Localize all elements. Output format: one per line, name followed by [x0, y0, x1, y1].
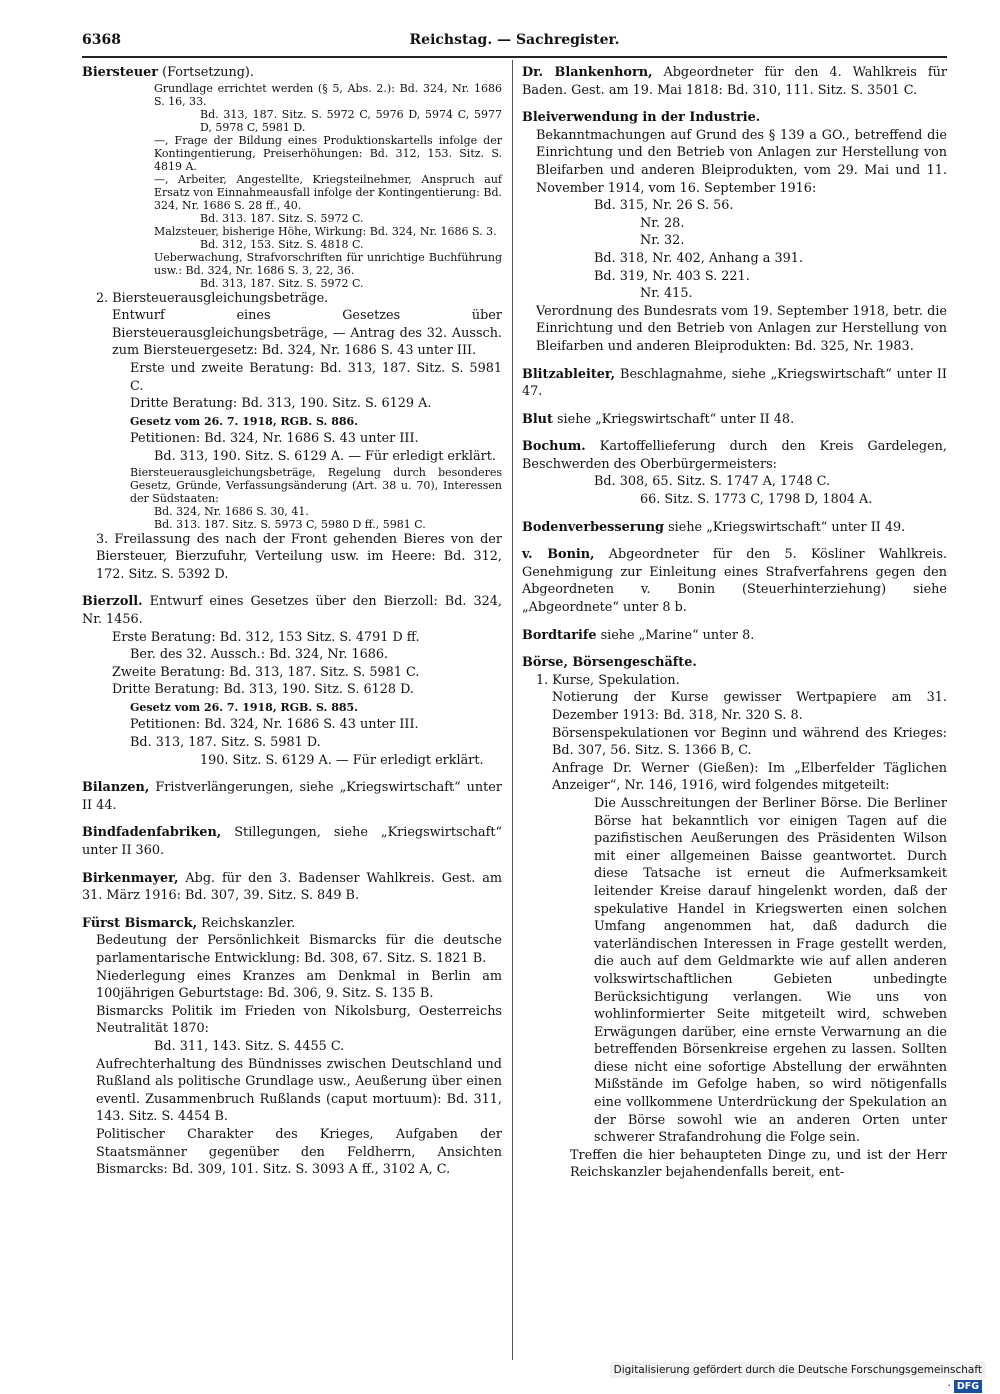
entry-bindfadenfabriken [82, 824, 502, 859]
list-item: Ueberwachung, Strafvorschriften für unrichtige Buchführung usw.: Bd. 324, Nr. 1686 S. 3, 22, 36. [154, 250, 502, 277]
entry-text: Beschlagnahme, siehe „Kriegswirtschaft“ unter II 47. [522, 366, 947, 400]
list-item: Bd. 318, Nr. 402, Anhang a 391. [594, 250, 803, 266]
entry-blut [522, 411, 947, 429]
list-item: Aufrechterhaltung des Bündnisses zwischen Deutschland und Rußland als politische Grundlage usw., Aeußerung über einen eventl. Zusammenbruch Rußlands (caput mortuum): Bd. 311, 143. Sitz. S. 4454 B. [96, 1056, 502, 1125]
list-item: Bd. 313, 187. Sitz. S. 5972 C. [200, 276, 364, 290]
list-item: Treffen die hier behaupteten Dinge zu, und ist der Herr Reichskanzler bejahendenfalls bereit, ent- [570, 1147, 947, 1181]
law-reference: Gesetz vom 26. 7. 1918, RGB. S. 886. [130, 414, 358, 428]
list-item: Niederlegung eines Kranzes am Denkmal in Berlin am 100jährigen Geburtstage: Bd. 306, 9. Sitz. S. 135 B. [96, 968, 502, 1002]
entry-blitzableiter [522, 366, 947, 401]
entry-term: Biersteuer [82, 65, 159, 80]
list-item: Nr. 28. [640, 215, 685, 231]
entry-birkenmayer [82, 870, 502, 905]
entry-boerse [522, 654, 947, 1182]
entry-term: Birkenmayer, [82, 870, 179, 886]
list-item: Erste Beratung: Bd. 312, 153 Sitz. S. 4791 D ff. [112, 629, 420, 645]
entry-text: siehe „Marine“ unter 8. [596, 627, 755, 643]
list-item: Bd. 324, Nr. 1686 S. 30, 41. [154, 504, 309, 518]
entry-term: Börse, Börsengeschäfte. [522, 655, 697, 671]
list-item: Bismarcks Politik im Frieden von Nikolsburg, Oesterreichs Neutralität 1870: [96, 1003, 502, 1037]
entry-text: Kartoffellieferung durch den Kreis Gardelegen, Beschwerden des Oberbürgermeisters: [522, 439, 947, 472]
entry-term: Bordtarife [522, 627, 597, 643]
entry-bierzoll [82, 593, 502, 769]
list-item: —, Frage der Bildung eines Produktionskartells infolge der Kontingentierung, Preiserhöhungen: Bd. 312, 153. Sitz. S. 4819 A. [154, 133, 502, 173]
list-item: Entwurf eines Gesetzes über Biersteuerausgleichungsbeträge, — Antrag des 32. Aussch. zum Biersteuergesetz: Bd. 324, Nr. 1686 S. 43 unter III. [112, 308, 502, 359]
entry-text: Fristverlängerungen, siehe „Kriegswirtschaft“ unter II 44. [82, 780, 502, 813]
entry-term: Bleiverwendung in der Industrie. [522, 110, 761, 126]
list-item: Ber. des 32. Aussch.: Bd. 324, Nr. 1686. [130, 647, 389, 663]
law-reference: Gesetz vom 26. 7. 1918, RGB. S. 885. [130, 700, 358, 714]
subsection-heading: 3. Freilassung des nach der Front gehenden Bieres von der Biersteuer, Bierzufuhr, Verteilung usw. im Heere: Bd. 312, 172. Sitz. S. 5392 D. [96, 531, 502, 582]
entry-text: Bekanntmachungen auf Grund des § 139 a GO., betreffend die Einrichtung und den Betrieb von Anlagen zur Herstellung von Bleifarben und anderen Bleiprodukten, vom 29. Mai und 11. November 1914, vom 16. September 1916: [536, 127, 947, 196]
page-header [82, 30, 947, 58]
entry-term: Bochum. [522, 439, 586, 455]
list-item: Petitionen: Bd. 324, Nr. 1686 S. 43 unter III. [130, 431, 419, 447]
entry-term: Blut [522, 411, 553, 427]
list-item: Grundlage errichtet werden (§ 5, Abs. 2.): Bd. 324, Nr. 1686 S. 16, 33. [154, 81, 502, 108]
dfg-logo: DFG [954, 1380, 982, 1393]
left-column [82, 64, 502, 1189]
entry-bismarck [82, 915, 502, 1179]
list-item: Bd. 313, 187. Sitz. S. 5972 C, 5976 D, 5974 C, 5977 D, 5978 C, 5981 D. [200, 107, 502, 134]
digitization-footer [610, 1362, 986, 1392]
entry-bordtarife [522, 627, 947, 645]
list-item: Bd. 315, Nr. 26 S. 56. [594, 198, 734, 214]
entry-text: Reichskanzler. [197, 915, 296, 931]
list-item: Petitionen: Bd. 324, Nr. 1686 S. 43 unter III. [130, 717, 419, 733]
entry-text: (Fortsetzung). [158, 65, 254, 80]
entry-term: v. Bonin, [522, 547, 595, 563]
list-item: Malzsteuer, bisherige Höhe, Wirkung: Bd. 324, Nr. 1686 S. 3. [154, 224, 497, 238]
entry-term: Blitzableiter, [522, 366, 616, 382]
entry-term: Fürst Bismarck, [82, 915, 198, 931]
subsection-heading: 1. Kurse, Spekulation. [536, 672, 680, 688]
column-divider [512, 60, 513, 1360]
list-item: Dritte Beratung: Bd. 313, 190. Sitz. S. 6129 A. [130, 396, 432, 412]
list-item: Bd. 308, 65. Sitz. S. 1747 A, 1748 C. [594, 474, 831, 490]
entry-text: Abgeordneter für den 4. Wahlkreis für Baden. Gest. am 19. Mai 1818: Bd. 310, 111. Sitz. S. 3501 C. [522, 65, 947, 98]
list-item: Bedeutung der Persönlichkeit Bismarcks für die deutsche parlamentarische Entwicklung: Bd. 308, 67. Sitz. S. 1821 B. [96, 933, 502, 966]
page-number: 6368 [82, 32, 121, 48]
entry-text: Abg. für den 3. Badenser Wahlkreis. Gest. am 31. März 1916: Bd. 307, 39. Sitz. S. 849 B. [82, 870, 502, 904]
list-item: Erste und zweite Beratung: Bd. 313, 187. Sitz. S. 5981 C. [130, 360, 502, 394]
entry-bleiverwendung [522, 109, 947, 355]
list-item: Bd. 312, 153. Sitz. S. 4818 C. [200, 237, 364, 251]
entry-term: Bindfadenfabriken, [82, 825, 222, 841]
entry-bodenverbesserung [522, 519, 947, 537]
list-item: Bd. 313. 187. Sitz. S. 5973 C, 5980 D ff., 5981 C. [154, 517, 426, 531]
footer-text: Digitalisierung gefördert durch die Deutsche Forschungsgemeinschaft · [613, 1364, 982, 1392]
list-item: Verordnung des Bundesrats vom 19. September 1918, betr. die Einrichtung und den Betrieb von Anlagen zur Herstellung von Bleifarben und anderen Bleiprodukten: Bd. 325, Nr. 1983. [536, 303, 947, 354]
list-item: Biersteuerausgleichungsbeträge, Regelung durch besonderes Gesetz, Gründe, Verfassungsänderung (Art. 38 u. 70), Interessen der Südstaaten: [130, 465, 502, 505]
list-item: Dritte Beratung: Bd. 313, 190. Sitz. S. 6128 D. [112, 682, 415, 698]
list-item: Bd. 311, 143. Sitz. S. 4455 C. [154, 1038, 345, 1054]
list-item: Nr. 415. [640, 286, 693, 302]
quoted-text: Die Ausschreitungen der Berliner Börse. Die Berliner Börse hat bekanntlich vor einigen Tagen auf die pazifistischen Aeußerungen des Präsidenten Wilson mit einer allgemeinen Baisse geantwortet. Durch diese Tatsache ist erneut die Aufmerksamkeit leitender Kreise darauf hingelenkt worden, daß der spekulative Handel in Kriegswerten einen solchen Umfang angenommen hat, daß dadurch die vaterländischen Interessen in Frage gestellt werden, die auch auf dem Geldmarkte wie auf allen anderen volkswirtschaftlichen Gebieten unbedingte Berücksichtigung verlangen. Wie uns von wohlinformierter Seite mitgeteilt wird, schweben Erwägungen darüber, eine ernste Verwarnung an die betreffenden Börsenkreise ergehen zu lassen. Sollten diese nicht eine sofortige Abstellung der erwähnten Mißstände im Gefolge haben, so wird nötigenfalls eine vollkommene Unterdrückung der Spekulation an der Börse sowohl wie an anderen Orten unter schwerer Strafandrohung die Folge sein. [594, 795, 947, 1146]
list-item: Bd. 313. 187. Sitz. S. 5972 C. [200, 211, 364, 225]
subsection-heading: 2. Biersteuerausgleichungsbeträge. [96, 290, 329, 306]
list-item: Nr. 32. [640, 233, 685, 249]
entry-text: siehe „Kriegswirtschaft“ unter II 48. [552, 411, 795, 427]
entry-bonin [522, 546, 947, 616]
list-item: 190. Sitz. S. 6129 A. — Für erledigt erklärt. [200, 752, 484, 768]
entry-text: Stillegungen, siehe „Kriegswirtschaft“ unter II 360. [82, 825, 502, 859]
list-item: Bd. 313, 190. Sitz. S. 6129 A. — Für erledigt erklärt. [154, 448, 496, 464]
list-item: Politischer Charakter des Krieges, Aufgaben der Staatsmänner gegenüber den Feldherrn, Ansichten Bismarcks: Bd. 309, 101. Sitz. S. 3093 A ff., 3102 A, C. [96, 1126, 502, 1178]
entry-term: Bodenverbesserung [522, 519, 665, 535]
right-column [522, 64, 947, 1192]
entry-text: Entwurf eines Gesetzes über den Bierzoll: Bd. 324, Nr. 1456. [82, 594, 502, 627]
list-item: Notierung der Kurse gewisser Wertpapiere am 31. Dezember 1913: Bd. 318, Nr. 320 S. 8. [552, 690, 947, 723]
entry-term: Dr. Blankenhorn, [522, 65, 653, 80]
entry-term: Bilanzen, [82, 780, 150, 796]
entry-text: siehe „Kriegswirtschaft“ unter II 49. [664, 519, 906, 535]
list-item: Börsenspekulationen vor Beginn und während des Krieges: Bd. 307, 56. Sitz. S. 1366 B, C. [552, 725, 947, 759]
entry-biersteuer [82, 64, 502, 583]
entry-text: Abgeordneter für den 5. Kösliner Wahlkreis. Genehmigung zur Einleitung eines Strafverfahrens gegen den Abgeordneten v. Bonin (Steuerhinterziehung) siehe „Abgeordnete“ unter 8 b. [522, 547, 947, 616]
running-title: Reichstag. — Sachregister. [409, 32, 620, 48]
entry-bilanzen [82, 779, 502, 814]
entry-blankenhorn [522, 64, 947, 99]
list-item: 66. Sitz. S. 1773 C, 1798 D, 1804 A. [640, 492, 873, 508]
list-item: Anfrage Dr. Werner (Gießen): Im „Elberfelder Täglichen Anzeiger“, Nr. 146, 1916, wird folgendes mitgeteilt: [552, 760, 947, 794]
list-item: Bd. 319, Nr. 403 S. 221. [594, 268, 750, 284]
entry-term: Bierzoll. [82, 594, 143, 610]
list-item: Zweite Beratung: Bd. 313, 187. Sitz. S. 5981 C. [112, 664, 420, 680]
list-item: —, Arbeiter, Angestellte, Kriegsteilnehmer, Anspruch auf Ersatz von Einnahmeausfall infolge der Kontingentierung: Bd. 324, Nr. 1686 S. 28 ff., 40. [154, 172, 502, 212]
list-item: Bd. 313, 187. Sitz. S. 5981 D. [130, 735, 321, 751]
entry-bochum [522, 438, 947, 508]
